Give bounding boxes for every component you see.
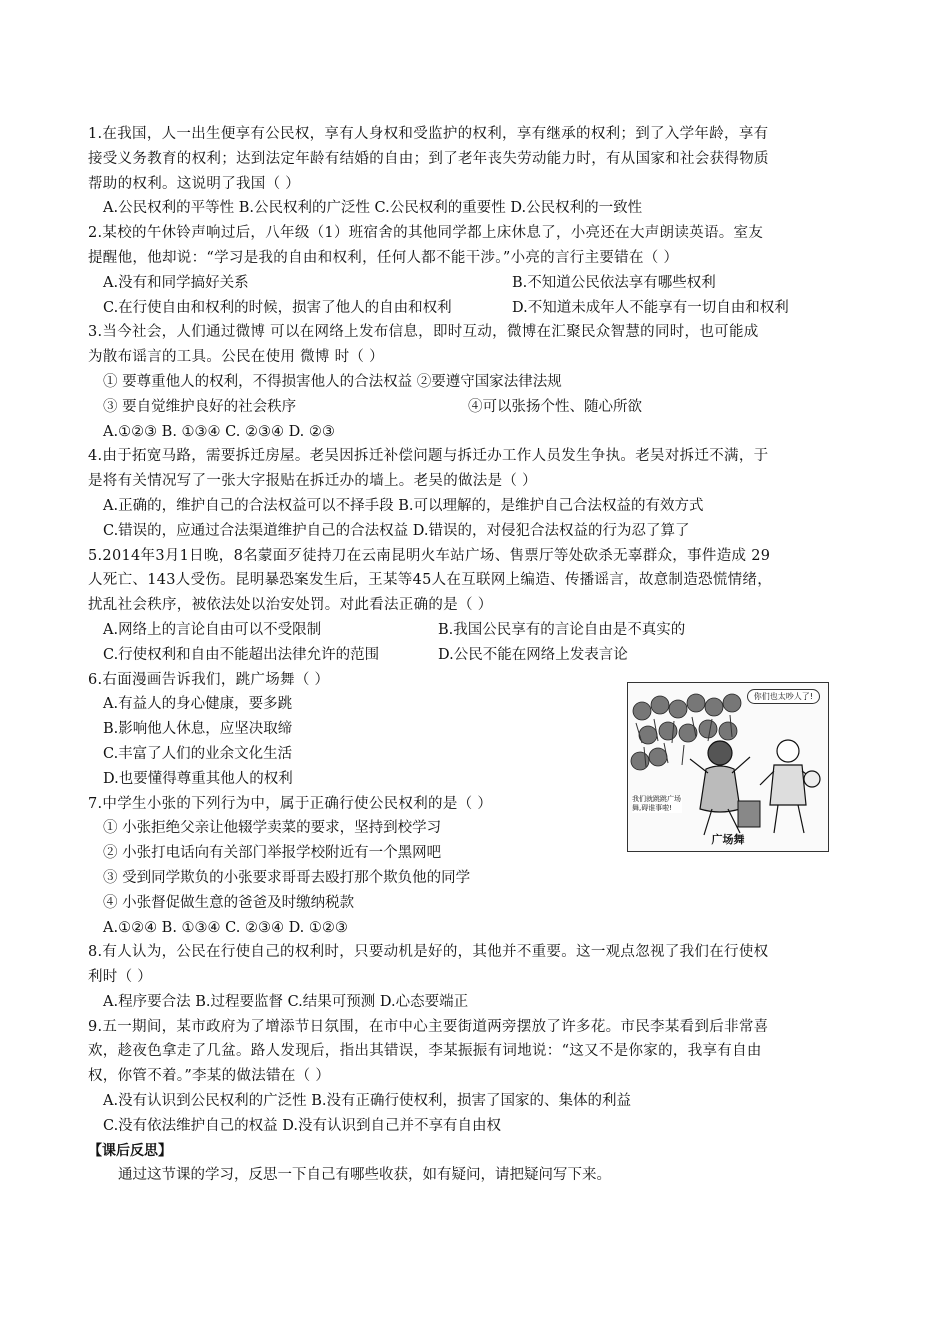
option-b: B.我国公民享有的言论自由是不真实的 [438, 621, 686, 638]
question-7-item: ① 小张拒绝父亲让他辍学卖菜的要求，坚持到校学习 [103, 820, 442, 837]
option-b: B.不知道公民依法享有哪些权利 [512, 274, 716, 291]
question-4-options: C.错误的，应通过合法渠道维护自己的合法权益 D.错误的，对侵犯合法权益的行为忍了算了 [103, 522, 690, 539]
question-5-options-row [88, 643, 868, 668]
question-3-items-row [88, 395, 868, 420]
question-7-answers: A.①②④ B. ①③④ C. ②③④ D. ①②③ [103, 919, 348, 936]
question-8-line: 利时（ ） [88, 969, 153, 986]
option-c: C.行使权利和自由不能超出法律允许的范围 [103, 646, 380, 663]
question-1-options: A.公民权利的平等性 B.公民权利的广泛性 C.公民权利的重要性 D.公民权利的一致性 [103, 200, 643, 217]
question-9-options: A.没有认识到公民权利的广泛性 B.没有正确行使权利，损害了国家的、集体的利益 [103, 1093, 631, 1110]
question-4-line: 4.由于拓宽马路，需要拆迁房屋。老吴因拆迁补偿问题与拆迁办工作人员发生争执。老吴对拆迁不满，于 [88, 448, 769, 465]
question-8-options: A.程序要合法 B.过程要监督 C.结果可预测 D.心态要端正 [103, 993, 469, 1010]
worksheet [88, 122, 868, 1188]
item-4: ④可以张扬个性、随心所欲 [468, 398, 642, 415]
question-3-answers: A.①②③ B. ①③④ C. ②③④ D. ②③ [103, 423, 335, 440]
speech-bubble: 你们也太吵人了! [747, 689, 820, 704]
question-7-line: 7.中学生小张的下列行为中，属于正确行使公民权利的是（ ） [88, 795, 493, 812]
option-a: A.网络上的言论自由可以不受限制 [103, 621, 322, 638]
question-5-line: 扰乱社会秩序，被依法处以治安处罚。对此看法正确的是（ ） [88, 597, 493, 614]
question-5-options-row [88, 618, 868, 643]
question-6-line: 6.右面漫画告诉我们，跳广场舞（ ） [88, 671, 330, 688]
question-9-options: C.没有依法维护自己的权益 D.没有认识到自己并不享有自由权 [103, 1117, 502, 1134]
question-1-line: 帮助的权利。这说明了我国（ ） [88, 175, 301, 192]
question-2-line: 2.某校的午休铃声响过后，八年级（1）班宿舍的其他同学都上床休息了，小亮还在大声朗读英语。室友 [88, 225, 764, 242]
question-6-option: A.有益人的身心健康，要多跳 [103, 696, 293, 713]
question-5-line: 人死亡、143人受伤。昆明暴恐案发生后，王某等45人在互联网上编造、传播谣言，故意制造恐慌情绪， [88, 572, 773, 589]
question-7-item: ③ 受到同学欺负的小张要求哥哥去殴打那个欺负他的同学 [103, 869, 471, 886]
question-3-line: 为散布谣言的工具。公民在使用 微博 时（ ） [88, 349, 384, 366]
question-7-item: ④ 小张督促做生意的爸爸及时缴纳税款 [103, 894, 355, 911]
question-6-option: D.也要懂得尊重其他人的权利 [103, 770, 293, 787]
question-9-line: 权，你管不着。”李某的做法错在（ ） [88, 1068, 331, 1085]
question-8-line: 8.有人认为，公民在行使自己的权利时，只要动机是好的，其他并不重要。这一观点忽视了我们在行使权 [88, 944, 769, 961]
question-2-line: 提醒他，他却说：“学习是我的自由和权利，任何人都不能干涉。”小亮的言行主要错在（ ） [88, 249, 679, 266]
comic-drawing [628, 683, 828, 851]
square-dance-comic [627, 682, 829, 852]
question-3-item: ① 要尊重他人的权利，不得损害他人的合法权益 ②要遵守国家法律法规 [103, 373, 562, 390]
question-4-options: A.正确的，维护自己的合法权益可以不择手段 B.可以理解的，是维护自己合法权益的有效方式 [103, 497, 704, 514]
question-2-options-row [88, 271, 868, 296]
reflection-heading: 【课后反思】 [88, 1142, 172, 1159]
comic-sign: 我们就跳跳广场舞,碍谁事啦! [632, 795, 681, 812]
question-5-line: 5.2014年3月1日晚，8名蒙面歹徒持刀在云南昆明火车站广场、售票厅等处砍杀无辜群众，事件造成 29 [88, 547, 771, 564]
question-3-line: 3.当今社会，人们通过微博 可以在网络上发布信息，即时互动，微博在汇聚民众智慧的同时，也可能成 [88, 324, 759, 341]
question-6-option: C.丰富了人们的业余文化生活 [103, 745, 293, 762]
question-1-line: 接受义务教育的权利；达到法定年龄有结婚的自由；到了老年丧失劳动能力时，有从国家和社会获得物质 [88, 150, 769, 167]
option-a: A.没有和同学搞好关系 [103, 274, 249, 291]
question-1-line: 1.在我国，人一出生便享有公民权，享有人身权和受监护的权利，享有继承的权利；到了入学年龄，享有 [88, 126, 769, 142]
question-9-line: 9.五一期间，某市政府为了增添节日氛围，在市中心主要街道两旁摆放了许多花。市民李某看到后非常喜 [88, 1018, 769, 1035]
question-4-line: 是将有关情况写了一张大字报贴在拆迁办的墙上。老吴的做法是（ ） [88, 473, 537, 490]
question-6-option: B.影响他人休息，应坚决取缔 [103, 721, 293, 738]
question-2-options-row [88, 296, 868, 321]
option-d: D.不知道未成年人不能享有一切自由和权利 [512, 299, 789, 316]
comic-caption: 广场舞 [711, 833, 745, 846]
option-d: D.公民不能在网络上发表言论 [438, 646, 628, 663]
reflection-text: 通过这节课的学习，反思一下自己有哪些收获，如有疑问，请把疑问写下来。 [118, 1167, 611, 1184]
question-9-line: 欢，趁夜色拿走了几盆。路人发现后，指出其错误，李某振振有词地说：“这又不是你家的，我享有自由 [88, 1043, 762, 1060]
question-7-item: ② 小张打电话向有关部门举报学校附近有一个黑网吧 [103, 845, 442, 862]
item-3: ③ 要自觉维护良好的社会秩序 [103, 398, 297, 415]
option-c: C.在行使自由和权利的时候，损害了他人的自由和权利 [103, 299, 452, 316]
